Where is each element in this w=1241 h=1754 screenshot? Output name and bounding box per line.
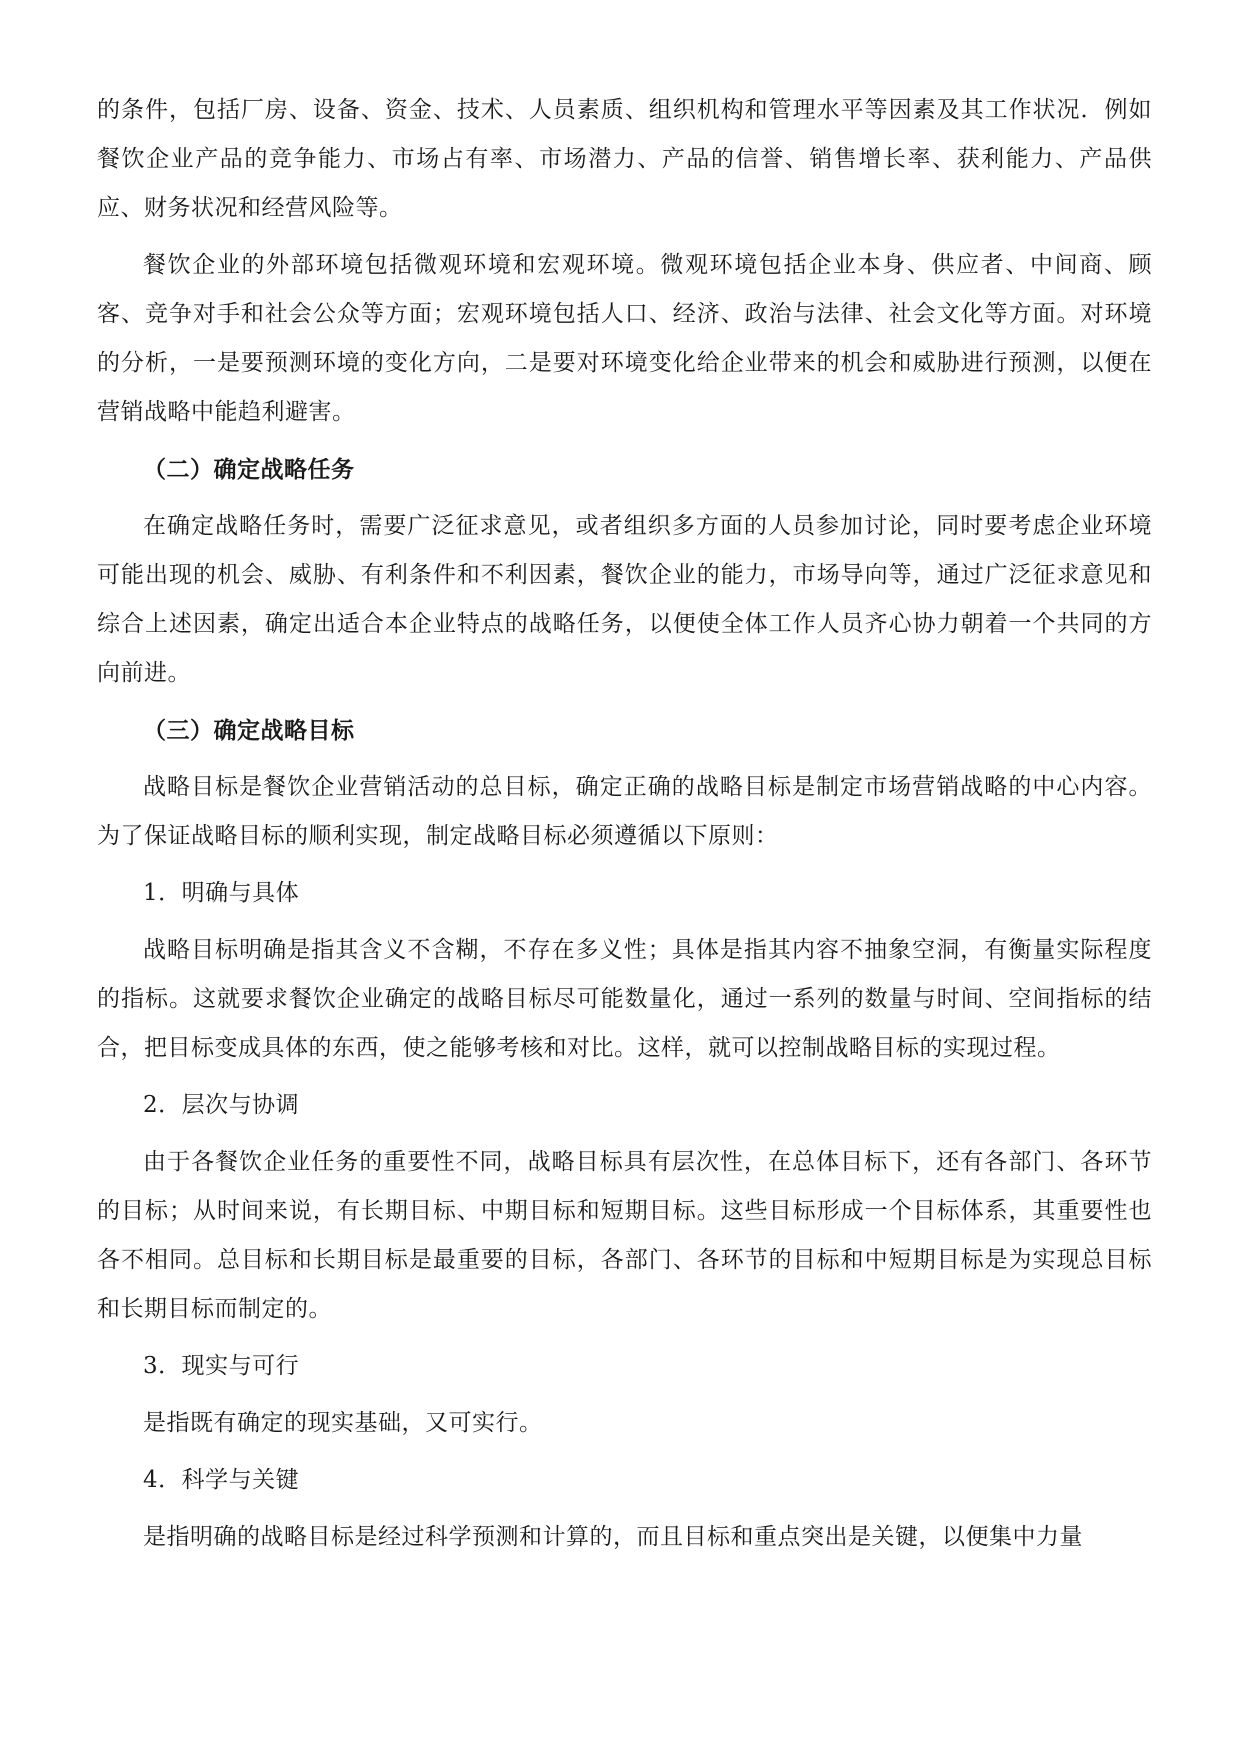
- principle-heading-3: 3．现实与可行: [143, 1353, 300, 1379]
- principle-heading-4: 4．科学与关键: [143, 1467, 300, 1493]
- principle-heading-2: 2．层次与协调: [143, 1092, 300, 1118]
- paragraph-principle-1: 战略目标明确是指其含义不含糊，不存在多义性；具体是指其内容不抽象空洞，有衡量实际程度的指标。这就要求餐饮企业确定的战略目标尽可能数量化，通过一系列的数量与时间、空间指标的结合，把目标变成具体的东西，使之能够考核和对比。这样，就可以控制战略目标的实现过程。: [97, 937, 1152, 1061]
- paragraph-principle-3: 是指既有确定的现实基础，又可实行。: [143, 1410, 543, 1436]
- paragraph-principle-4: 是指明确的战略目标是经过科学预测和计算的，而且目标和重点突出是关键，以便集中力量: [143, 1524, 1083, 1550]
- paragraph-principle-2: 由于各餐饮企业任务的重要性不同，战略目标具有层次性，在总体目标下，还有各部门、各环节的目标；从时间来说，有长期目标、中期目标和短期目标。这些目标形成一个目标体系，其重要性也各不相同。总目标和长期目标是最重要的目标，各部门、各环节的目标和中短期目标是为实现总目标和长期目标而制定的。: [97, 1149, 1152, 1322]
- paragraph-strategic-goal: 战略目标是餐饮企业营销活动的总目标，确定正确的战略目标是制定市场营销战略的中心内容。为了保证战略目标的顺利实现，制定战略目标必须遵循以下原则：: [97, 774, 1152, 849]
- section-heading-strategic-task: （二）确定战略任务: [143, 456, 355, 483]
- paragraph-external-environment: 餐饮企业的外部环境包括微观环境和宏观环境。微观环境包括企业本身、供应者、中间商、顾客、竞争对手和社会公众等方面；宏观环境包括人口、经济、政治与法律、社会文化等方面。对环境的分析，一是要预测环境的变化方向，二是要对环境变化给企业带来的机会和威胁进行预测，以便在营销战略中能趋利避害。: [97, 252, 1152, 425]
- paragraph-internal-conditions: 的条件，包括厂房、设备、资金、技术、人员素质、组织机构和管理水平等因素及其工作状况．例如餐饮企业产品的竞争能力、市场占有率、市场潜力、产品的信誉、销售增长率、获利能力、产品供应、财务状况和经营风险等。: [97, 97, 1152, 221]
- paragraph-strategic-task: 在确定战略任务时，需要广泛征求意见，或者组织多方面的人员参加讨论，同时要考虑企业环境可能出现的机会、威胁、有利条件和不利因素，餐饮企业的能力，市场导向等，通过广泛征求意见和综合上述因素，确定出适合本企业特点的战略任务，以便使全体工作人员齐心协力朝着一个共同的方向前进。: [97, 513, 1152, 686]
- principle-heading-1: 1．明确与具体: [143, 880, 300, 906]
- document-page: [97, 86, 1152, 1570]
- section-heading-strategic-goal: （三）确定战略目标: [143, 717, 355, 744]
